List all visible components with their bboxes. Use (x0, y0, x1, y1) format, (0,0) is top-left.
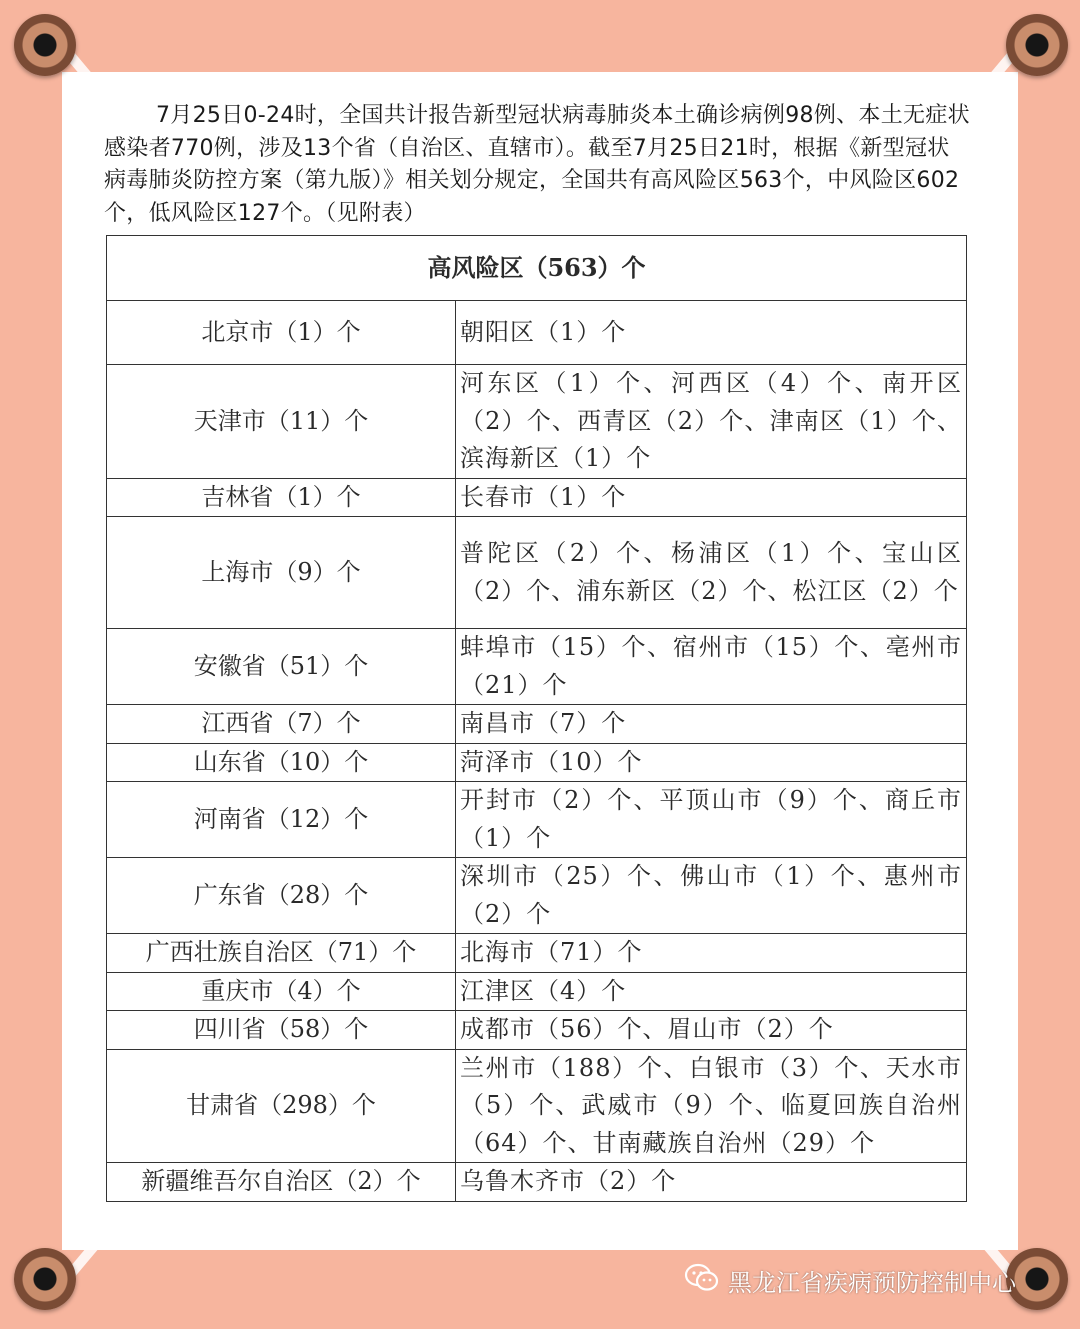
districts-cell: 菏泽市（10）个 (456, 743, 967, 782)
pin-bottom-left (14, 1248, 76, 1310)
province-cell: 江西省（7）个 (107, 705, 456, 744)
table-row (107, 705, 967, 744)
province-cell: 河南省（12）个 (107, 782, 456, 858)
districts-cell: 北海市（71）个 (456, 934, 967, 973)
table-row (107, 934, 967, 973)
province-cell: 安徽省（51）个 (107, 629, 456, 705)
pin-top-left (14, 14, 76, 76)
province-cell: 甘肃省（298）个 (107, 1049, 456, 1163)
table-row (107, 517, 967, 629)
table-row (107, 1011, 967, 1050)
wechat-icon (684, 1263, 720, 1297)
districts-cell: 河东区（1）个、河西区（4）个、南开区（2）个、西青区（2）个、津南区（1）个、滨海新区（1）个 (456, 365, 967, 479)
province-cell: 重庆市（4）个 (107, 972, 456, 1011)
table-header-row (107, 236, 967, 301)
districts-cell: 长春市（1）个 (456, 478, 967, 517)
districts-cell: 蚌埠市（15）个、宿州市（15）个、亳州市（21）个 (456, 629, 967, 705)
districts-cell: 普陀区（2）个、杨浦区（1）个、宝山区（2）个、浦东新区（2）个、松江区（2）个 (456, 517, 967, 629)
province-cell: 山东省（10）个 (107, 743, 456, 782)
province-cell: 吉林省（1）个 (107, 478, 456, 517)
districts-cell: 开封市（2）个、平顶山市（9）个、商丘市（1）个 (456, 782, 967, 858)
table-row (107, 1163, 967, 1202)
province-cell: 天津市（11）个 (107, 365, 456, 479)
districts-cell: 兰州市（188）个、白银市（3）个、天水市（5）个、武威市（9）个、临夏回族自治州（64）个、甘南藏族自治州（29）个 (456, 1049, 967, 1163)
province-cell: 广西壮族自治区（71）个 (107, 934, 456, 973)
pin-top-right (1006, 14, 1068, 76)
table-row (107, 1049, 967, 1163)
footer-account-name: 黑龙江省疾病预防控制中心 (728, 1268, 1016, 1297)
province-cell: 广东省（28）个 (107, 858, 456, 934)
high-risk-table (106, 235, 967, 1202)
table-row (107, 972, 967, 1011)
districts-cell: 成都市（56）个、眉山市（2）个 (456, 1011, 967, 1050)
districts-cell: 南昌市（7）个 (456, 705, 967, 744)
districts-cell: 深圳市（25）个、佛山市（1）个、惠州市（2）个 (456, 858, 967, 934)
districts-cell: 江津区（4）个 (456, 972, 967, 1011)
province-cell: 上海市（9）个 (107, 517, 456, 629)
table-row (107, 478, 967, 517)
table-row (107, 743, 967, 782)
footer-account (684, 1262, 1016, 1298)
table-row (107, 301, 967, 365)
table-body (107, 301, 967, 1202)
province-cell: 四川省（58）个 (107, 1011, 456, 1050)
table-row (107, 858, 967, 934)
table-row (107, 365, 967, 479)
districts-cell: 乌鲁木齐市（2）个 (456, 1163, 967, 1202)
table-row (107, 782, 967, 858)
province-cell: 新疆维吾尔自治区（2）个 (107, 1163, 456, 1202)
table-header: 高风险区（563）个 (107, 236, 967, 301)
intro-paragraph: 7月25日0-24时，全国共计报告新型冠状病毒肺炎本土确诊病例98例、本土无症状感染者770例，涉及13个省（自治区、直辖市）。截至7月25日21时，根据《新型冠状病毒肺炎防控方案（第九版）》相关划分规定，全国共有高风险区563个，中风险区602个，低风险区127个。（见附表） (104, 103, 970, 226)
table-row (107, 629, 967, 705)
districts-cell: 朝阳区（1）个 (456, 301, 967, 365)
province-cell: 北京市（1）个 (107, 301, 456, 365)
